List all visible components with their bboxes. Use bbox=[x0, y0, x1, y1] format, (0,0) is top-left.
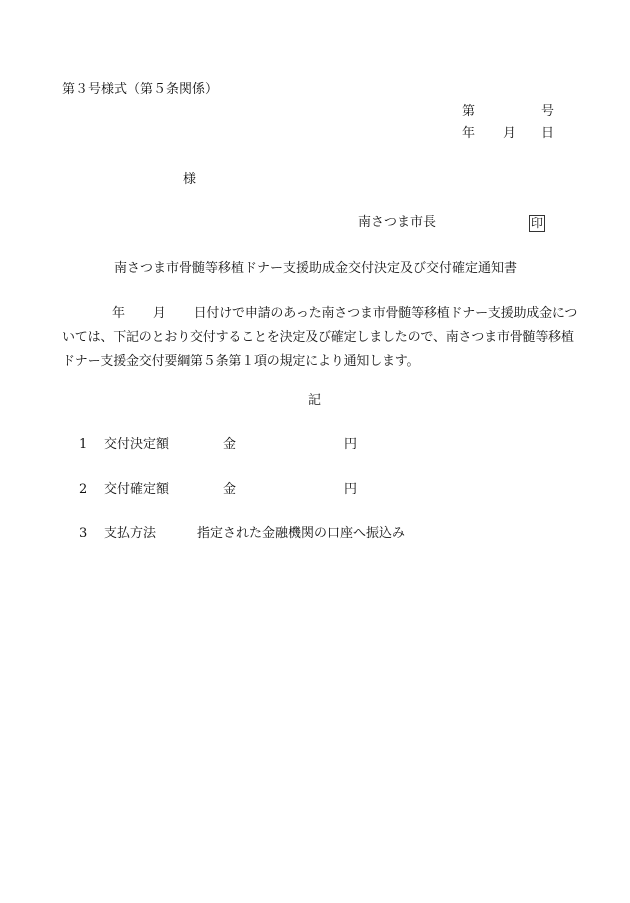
seal-stamp: 印 bbox=[531, 216, 544, 230]
seal-mark bbox=[529, 215, 545, 232]
item-1-kin: 金 bbox=[223, 437, 237, 452]
document-title: 南さつま市骨髄等移植ドナー支援助成金交付決定及び交付確定通知書 bbox=[114, 261, 518, 276]
item-1-number: 1 bbox=[79, 437, 88, 452]
item-1-label: 交付決定額 bbox=[104, 437, 170, 452]
item-2-yen: 円 bbox=[344, 482, 358, 497]
item-3-number: 3 bbox=[79, 526, 88, 541]
issuer-title: 南さつま市長 bbox=[358, 215, 437, 230]
item-1-yen: 円 bbox=[344, 437, 358, 452]
form-number-label: 第３号様式（第５条関係） bbox=[62, 82, 219, 97]
body-month: 月 bbox=[152, 306, 166, 321]
recipient-honorific: 様 bbox=[183, 172, 197, 187]
item-3-value: 指定された金融機関の口座へ振込み bbox=[197, 526, 406, 541]
item-3-label: 支払方法 bbox=[104, 526, 157, 541]
body-year: 年 bbox=[112, 306, 125, 321]
date-day: 日 bbox=[541, 126, 555, 141]
body-paragraph bbox=[62, 302, 582, 374]
ki-heading: 記 bbox=[308, 393, 322, 408]
body-text: 日付けで申請のあった南さつま市骨髄等移植ドナー支援助成金については、下記のとおり交付することを決定及び確定しましたので、南さつま市骨髄等移植ドナー支援金交付要綱第５条第１項の規定により通知します。 bbox=[62, 306, 578, 369]
date-month: 月 bbox=[503, 126, 517, 141]
item-2-label: 交付確定額 bbox=[104, 482, 170, 497]
date-year: 年 bbox=[462, 126, 476, 141]
doc-number-go: 号 bbox=[541, 104, 555, 119]
item-2-kin: 金 bbox=[223, 482, 237, 497]
doc-number-dai: 第 bbox=[462, 104, 476, 119]
item-2-number: 2 bbox=[79, 482, 88, 497]
